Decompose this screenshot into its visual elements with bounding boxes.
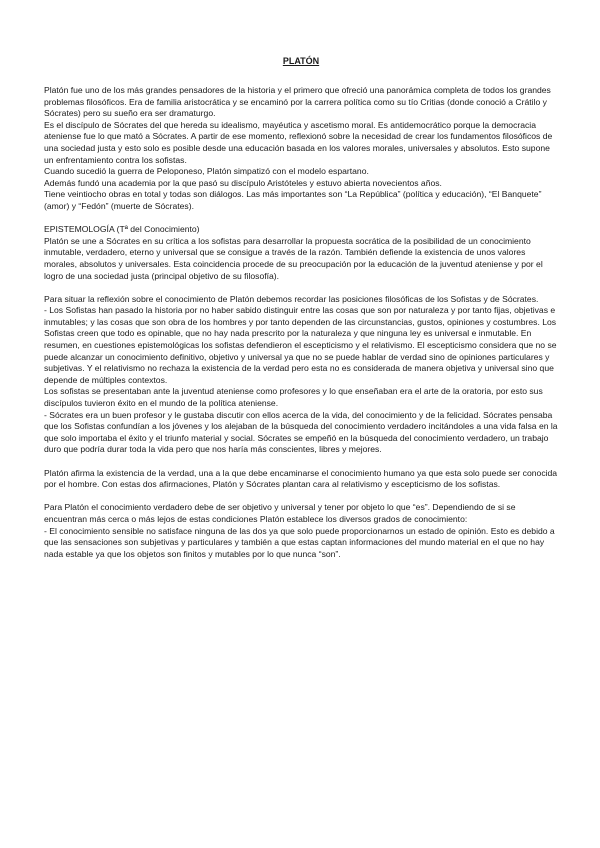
section-paragraph: Platón afirma la existencia de la verdad, una a la que debe encaminarse el conocimiento humano ya que esta solo puede ser conocida por el hombre. Con estas dos afirmaciones, Platón y Sócrates plantan cara al relativismo y escepticismo de los sofistas. [44,467,558,490]
page-title: PLATÓN [282,56,320,66]
section-paragraph: - Los Sofistas han pasado la historia por no haber sabido distinguir entre las cosas que son por naturaleza y por tanto fijas, objetivas e inmutables; y las cosas que son obra de los hombres y por tanto dependen de las circunstancias, gustos, opiniones y costumbres. Los Sofistas creen que todo es opinable, que no hay nada prescrito por la naturaleza y que ninguna ley es universal e inmutable. En resumen, en cuestiones epistemológicas los sofistas defendieron el escepticismo y el relativismo. El escepticismo considera que no se puede alcanzar un conocimiento definitivo, objetivo y universal ya que no se puede hablar de verdad sino de opiniones particulares y subjetivas. Y el relativismo no rechaza la existencia de la verdad pero esta no es considerada de manera objetiva y universal sino que depende de múltiples contextos. [44,305,557,385]
section-paragraph: - El conocimiento sensible no satisface ninguna de las dos ya que solo puede proporcionarnos un estado de opinión. Esto es debido a que las sensaciones son subjetivas y particulares y también a que estas captan informaciones del mundo material en el que no hay nada estable ya que los objetos son finitos y mutables por lo que nunca “son”. [44,525,555,559]
document-page [44,56,558,560]
grados-conocimiento-section [44,502,558,560]
sofistas-socrates-section [44,294,558,456]
epistemologia-paragraph: Platón se une a Sócrates en su crítica a los sofistas para desarrollar la propuesta socrática de la posibilidad de un conocimiento inmutable, verdadero, eterno y universal que se consigue a través de la razón. También defiende la existencia de unos valores morales, absolutos y universales. Esta coincidencia procede de su preocupación por la educación de la juventud ateniense y por el logro de una sociedad justa (principal objetivo de su filosofía). [44,235,543,281]
section-paragraph: Para Platón el conocimiento verdadero debe de ser objetivo y universal y tener por objeto lo que “es”. Dependiendo de si se encuentran más cerca o más lejos de estas condiciones Platón establece los diversos grados de conocimiento: [44,502,516,524]
intro-paragraph: Platón fue uno de los más grandes pensadores de la historia y el primero que ofreció una panorámica completa de todos los grandes problemas filosóficos. Era de familia aristocrática y se encaminó por la carrera política como su tío Critias (donde conoció a Crátilo y Sócrates) pero su sueño era ser dramaturgo. [44,85,551,119]
intro-section [44,85,558,213]
section-paragraph: Los sofistas se presentaban ante la juventud ateniense como profesores y lo que enseñaban era el arte de la oratoria, por esto sus discípulos tuvieron éxito en el mundo de la política ateniense. [44,386,543,409]
intro-paragraph: Cuando sucedió la guerra de Peloponeso, Platón simpatizó con el modelo espartano. [44,166,369,177]
section-paragraph: Para situar la reflexión sobre el conocimiento de Platón debemos recordar las posiciones filosóficas de los Sofistas y de Sócrates. [44,293,539,304]
section-paragraph: - Sócrates era un buen profesor y le gustaba discutir con ellos acerca de la vida, del conocimiento y de la felicidad. Sócrates pensaba que los Sofistas confundían a los jóvenes y los alejaban de la búsqueda del conocimiento verdadero incitándoles a una vida falsa en la que solo importaba el éxito y el triunfo material y social. Sócrates se empeñó en la búsqueda del conocimiento verdadero, un trabajo duro que podría durar toda la vida pero que nos haría más conscientes, libres y mejores. [44,409,558,455]
intro-paragraph: Tiene veintiocho obras en total y todas son diálogos. Las más importantes son “La República” (política y educación), “El Banquete” (amor) y “Fedón” (muerte de Sócrates). [44,189,542,211]
epistemologia-section [44,224,558,282]
verdad-section [44,468,558,491]
section-heading: EPISTEMOLOGÍA (Tª del Conocimiento) [44,224,200,235]
intro-paragraph: Además fundó una academia por la que pasó su discípulo Aristóteles y estuvo abierta novecientos años. [44,177,442,188]
intro-paragraph: Es el discípulo de Sócrates del que hereda su idealismo, mayéutica y ascetismo moral. Es antidemocrático porque la democracia ateniense fue lo que mató a Sócrates. A partir de ese momento, reflexionó sobre la necesidad de crear los fundamentos filosóficos de una sociedad justa y esto solo es posible desde una educación basada en los valores morales, universales y absolutos. Esto supone un enfrentamiento contra los sofistas. [44,119,553,165]
